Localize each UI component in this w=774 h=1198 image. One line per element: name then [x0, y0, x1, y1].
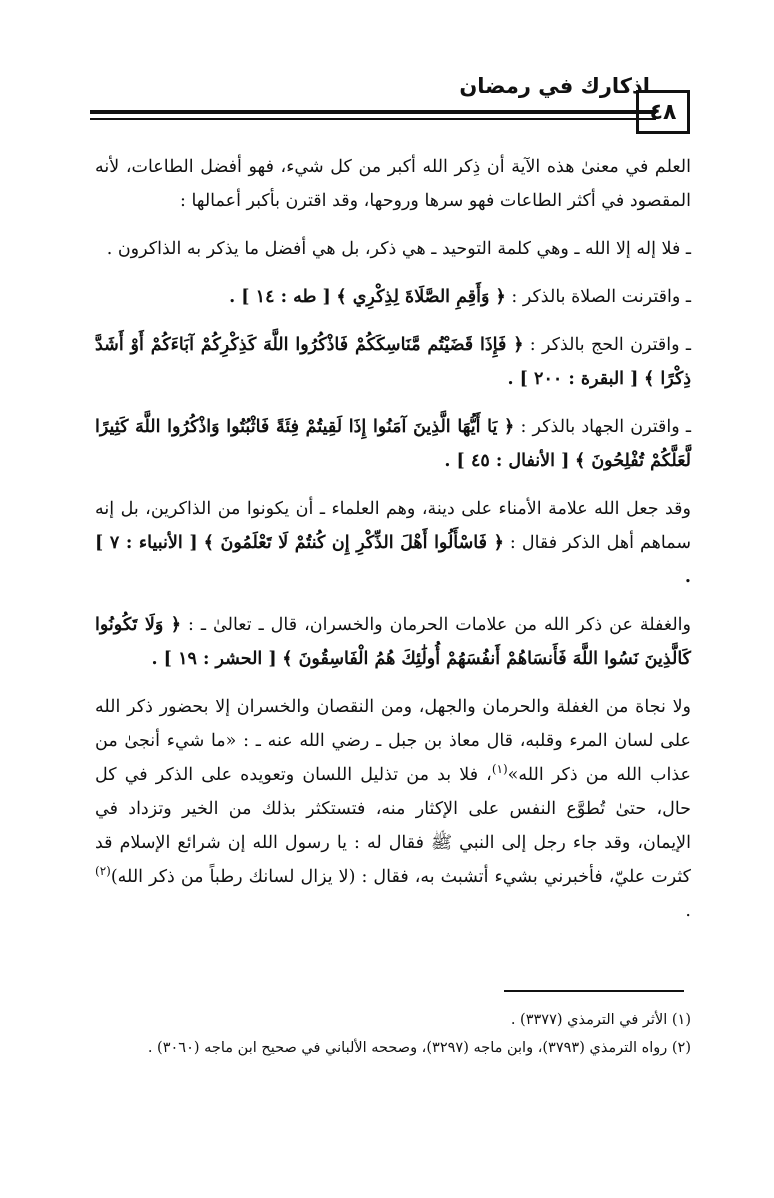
footnotes [95, 1006, 691, 1062]
page-number: ٤٨ [636, 90, 690, 134]
paragraph [95, 280, 691, 314]
footnote: (١) الأثر في الترمذي (٣٣٧٧) . [510, 1012, 691, 1028]
running-header [90, 62, 656, 124]
paragraph-text: . [685, 901, 691, 921]
footnote-marker[interactable]: (٢) [95, 864, 111, 879]
main-text [95, 150, 691, 942]
verse-reference: [ الحشر : ١٩ ] . [151, 649, 277, 669]
paragraph [95, 690, 691, 928]
verse-reference: [ البقرة : ٢٠٠ ] . [507, 369, 639, 389]
paragraph-text: ـ واقترنت الصلاة بالذكر : [511, 287, 691, 307]
footnote-marker[interactable]: (١) [491, 762, 508, 777]
paragraph [95, 492, 691, 594]
paragraph [95, 232, 691, 266]
quran-verse: ﴿ وَلَا تَكُونُوا كَالَّذِينَ نَسُوا اللَّهَ فَأَنسَاهُمْ أَنفُسَهُمْ أُولَٰئِكَ هُمُ الْفَاسِقُونَ ﴾ [95, 615, 691, 669]
paragraph-text: والغفلة عن ذكر الله من علامات الحرمان والخسران، قال ـ تعالىٰ ـ : [188, 615, 691, 635]
quran-verse: ﴿ فَإِذَا قَضَيْتُم مَّنَاسِكَكُمْ فَاذْكُرُوا اللَّهَ كَذِكْرِكُمْ آبَاءَكُمْ أَوْ أَشَدَّ ذِكْرًا ﴾ [95, 335, 691, 389]
paragraph-text: ولا نجاة من الغفلة والحرمان والجهل، ومن النقصان والخسران إلا بحضور ذكر الله على لسان المرء وقلبه، قال معاذ بن جبل ـ رضي الله عنه ـ : «ما شيء أنجىٰ من عذاب الله من ذكر الله» [95, 697, 692, 785]
quran-verse: ﴿ وَأَقِمِ الصَّلَاةَ لِذِكْرِي ﴾ [336, 287, 506, 307]
paragraph [95, 410, 691, 478]
verse-reference: [ الأنبياء : ٧ ] . [95, 533, 691, 587]
paragraph-text: العلم في معنىٰ هذه الآية أن ذِكر الله أكبر من كل شيء، فهو أفضل الطاعات، لأنه المقصود في أكثر الطاعات فهو سرها وروحها، وقد اقترن بأكبر أعمالها : [95, 157, 691, 211]
paragraph-text: وقد جعل الله علامة الأمناء على دينة، وهم العلماء ـ أن يكونوا من الذاكرين، بل إنه سماهم أهل الذكر فقال : [95, 499, 691, 553]
paragraph [95, 608, 691, 676]
paragraph-text: ، فلا بد من تذليل اللسان وتعويده على الذكر في كل حال، حتىٰ تُطوَّع النفس على الإكثار منه، فتستكثر بذلك من الخير وتزداد في الإيمان، وقد جاء رجل إلى النبي ﷺ فقال له : يا رسول الله إن شرائع الإسلام قد كثرت عليّ، فأخبرني بشيء أتشبث به، فقال : (لا يزال لسانك رطباً من ذكر الله) [95, 765, 691, 887]
header-rule-thick [90, 110, 656, 114]
footnote: (٢) رواه الترمذي (٣٧٩٣)، وابن ماجه (٣٢٩٧)، وصححه الألباني في صحيح ابن ماجه (٣٠٦٠) . [147, 1040, 691, 1056]
footnote-divider [504, 990, 684, 992]
verse-reference: [ طه : ١٤ ] . [229, 287, 331, 307]
paragraph-text: ـ واقترن الجهاد بالذكر : [520, 417, 691, 437]
running-title: اذكارك في رمضان [459, 74, 650, 98]
verse-reference: [ الأنفال : ٤٥ ] . [444, 451, 570, 471]
header-rule-thin [90, 118, 656, 120]
paragraph-text: ـ واقترن الحج بالذكر : [529, 335, 691, 355]
quran-verse: ﴿ فَاسْأَلُوا أَهْلَ الذِّكْرِ إِن كُنتُمْ لَا تَعْلَمُونَ ﴾ [203, 533, 504, 553]
paragraph [95, 150, 691, 218]
paragraph-text: ـ فلا إله إلا الله ـ وهي كلمة التوحيد ـ هي ذكر، بل هي أفضل ما يذكر به الذاكرون . [106, 239, 691, 259]
paragraph [95, 328, 691, 396]
quran-verse: ﴿ يَا أَيُّهَا الَّذِينَ آمَنُوا إِذَا لَقِيتُمْ فِئَةً فَاثْبُتُوا وَاذْكُرُوا اللَّهَ كَثِيرًا لَّعَلَّكُمْ تُفْلِحُونَ ﴾ [95, 417, 691, 471]
